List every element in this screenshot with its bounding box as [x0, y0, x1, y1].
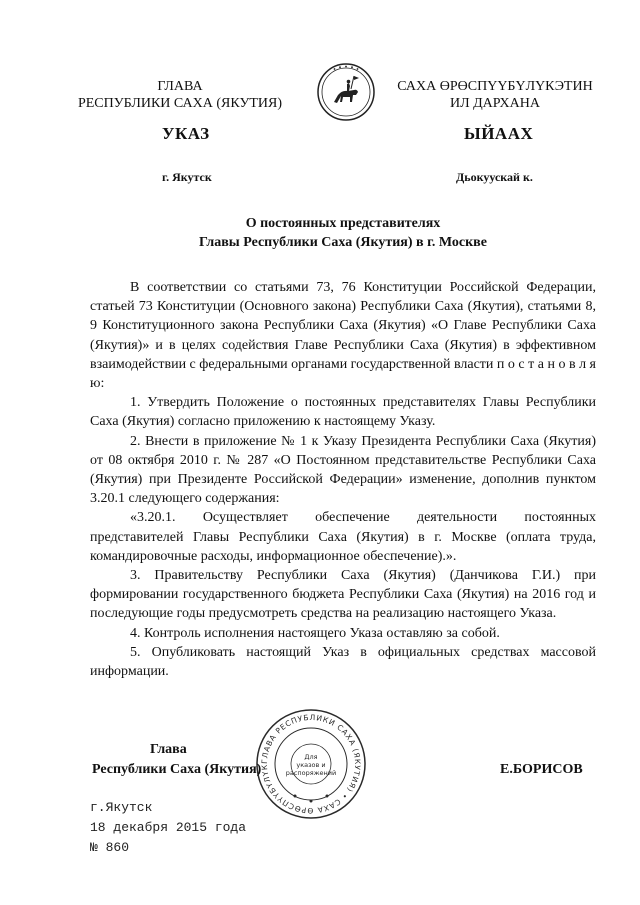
city-ru: г. Якутск	[162, 170, 212, 184]
stamp-star-icons	[294, 795, 329, 803]
signature-title-line2: Республики Саха (Якутия)	[92, 762, 262, 777]
footer-place: г.Якутск	[90, 800, 153, 815]
signature-name: Е.БОРИСОВ	[500, 762, 583, 777]
decree-body	[90, 278, 596, 681]
city-sakha: Дьокуускай к.	[456, 170, 533, 184]
header-right	[385, 78, 605, 112]
paragraph-quote: «3.20.1. Осуществляет обеспечение деятельности постоянных представителей Главы Республики Саха (Якутия) в г. Москве (оплата труда, командировочные расходы, информационное обеспечение).».	[90, 510, 596, 564]
paragraph-item-5: 5. Опубликовать настоящий Указ в официальных средствах массовой информации.	[90, 644, 596, 680]
signature-title-line1: Глава	[150, 742, 187, 757]
header-left	[70, 78, 290, 112]
stamp-center-line1: Для	[304, 753, 318, 761]
header-left-line1: ГЛАВА	[157, 79, 203, 94]
paragraph-item-1: 1. Утвердить Положение о постоянных представителях Главы Республики Саха (Якутия) согласно приложению к настоящему Указу.	[90, 395, 596, 430]
paragraph-item-4: 4. Контроль исполнения настоящего Указа оставляю за собой.	[130, 625, 500, 641]
header-right-line2: ИЛ ДАРХАНА	[449, 96, 540, 111]
paragraph-item-2: 2. Внести в приложение № 1 к Указу Президента Республики Саха (Якутия) от 08 октября 2010 г. № 287 «О Постоянном представительстве Республики Саха (Якутия) при Президенте Российской Федерации» изменение, дополнив пунктом 3.20.1 следующего содержания:	[90, 433, 596, 507]
decree-subject	[90, 214, 596, 252]
footer-date: 18 декабря 2015 года	[90, 820, 247, 835]
stamp-center-line3: распоряжений	[285, 769, 337, 777]
doc-type-ru: УКАЗ	[162, 124, 210, 143]
paragraph-item-3: 3. Правительству Республики Саха (Якутия) (Данчикова Г.И.) при формировании государственного бюджета Республики Саха (Якутия) на 2016 год и последующие годы предусмотреть средства на реализацию настоящего Указа.	[90, 568, 596, 622]
header-right-line1: САХА ӨРӨСПҮҮБҮЛҮКЭТИН	[397, 79, 593, 94]
subject-line1: О постоянных представителях	[245, 216, 441, 231]
paragraph-preamble: В соответствии со статьями 73, 76 Конституции Российской Федерации, статьей 73 Конституции (Основного закона) Республики Саха (Якутия), статьями 8, 9 Конституционного закона Республики Саха (Якутия) «О Главе Республики Саха (Якутия)» и в целях содействия Главе Республики Саха (Якутия) в эффективном взаимодействии с федеральными органами государственной власти п о с т а н о в л я ю:	[90, 280, 596, 392]
header-left-line2: РЕСПУБЛИКИ САХА (ЯКУТИЯ)	[77, 96, 283, 111]
coat-of-arms-emblem	[316, 62, 376, 122]
stamp-ring-text: ГЛАВА РЕСПУБЛИКИ САХА (ЯКУТИЯ) • САХА ӨРӨСПҮҮБҮЛҮК	[259, 712, 363, 816]
stamp-center-line2: указов и	[296, 761, 326, 769]
doc-type-sakha: ЫЙААХ	[464, 124, 534, 143]
official-seal-stamp	[255, 708, 367, 820]
subject-line2: Главы Республики Саха (Якутия) в г. Москве	[199, 235, 487, 250]
footer-number: № 860	[90, 840, 130, 855]
